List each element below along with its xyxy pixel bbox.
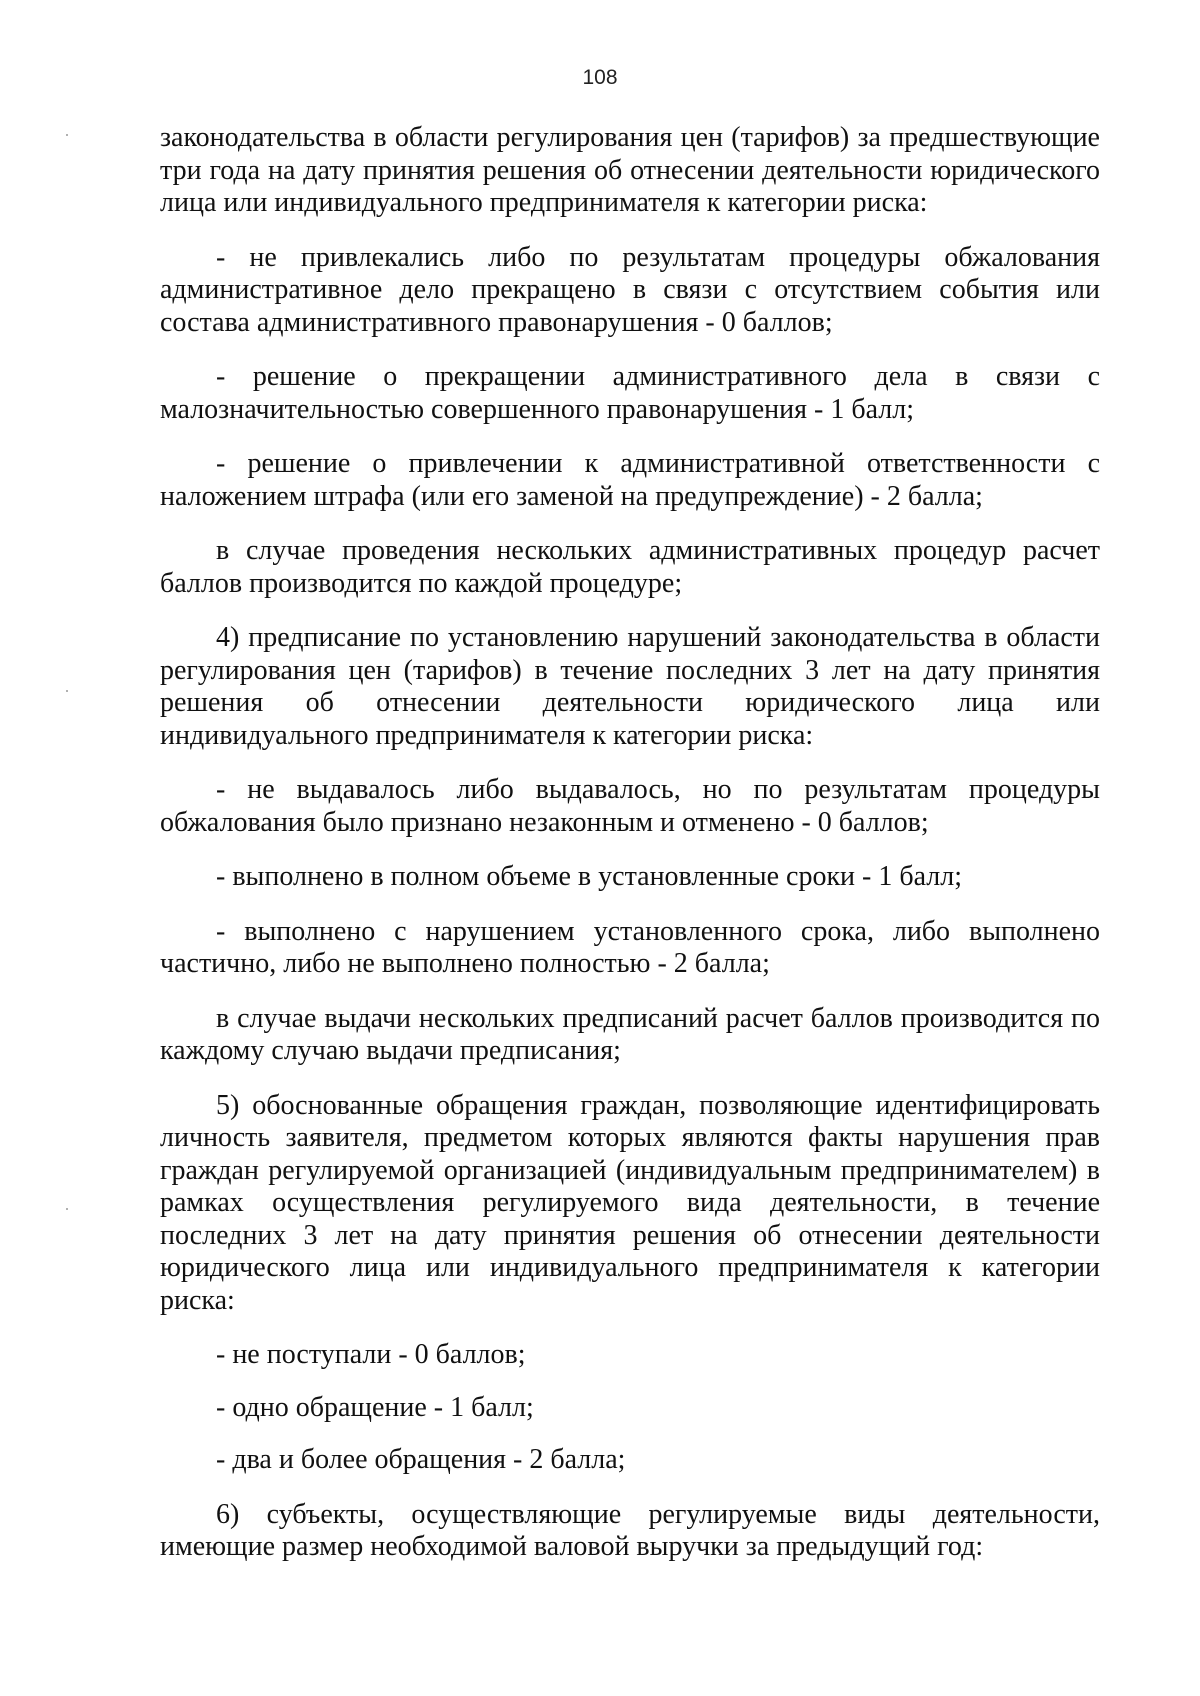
document-body xyxy=(160,122,1100,1586)
scan-speck xyxy=(66,134,68,136)
list-item-not-issued: - не выдавалось либо выдавалось, но по результатам процедуры обжалования было признано незаконным и отменено - 0 баллов; xyxy=(160,774,1100,838)
paragraph-item-5: 5) обоснованные обращения граждан, позволяющие идентифицировать личность заявителя, предметом которых являются факты нарушения прав граждан регулируемой организацией (индивидуальным предпринимателем) в рамках осуществления регулируемого вида деятельности, в течение последних 3 лет на дату принятия решения об отнесении деятельности юридического лица или индивидуального предпринимателя к категории риска: xyxy=(160,1089,1100,1316)
list-item-not-prosecuted: - не привлекались либо по результатам процедуры обжалования административное дело прекращено в связи с отсутствием события или состава административного правонарушения - 0 баллов; xyxy=(160,241,1100,338)
list-item-fully-executed: - выполнено в полном объеме в установленные сроки - 1 балл; xyxy=(216,861,963,892)
paragraph-multiple-procedures: в случае проведения нескольких административных процедур расчет баллов производится по каждой процедуре; xyxy=(160,535,1100,599)
list-item-two-or-more: - два и более обращения - 2 балла; xyxy=(216,1444,626,1475)
scan-speck xyxy=(66,690,68,692)
paragraph-item-6: 6) субъекты, осуществляющие регулируемые виды деятельности, имеющие размер необходимой валовой выручки за предыдущий год: xyxy=(160,1498,1100,1562)
paragraph-continuation: законодательства в области регулирования цен (тарифов) за предшествующие три года на дату принятия решения об отнесении деятельности юридического лица или индивидуального предпринимателя к категории риска: xyxy=(160,122,1100,218)
list-item-violated-deadline: - выполнено с нарушением установленного срока, либо выполнено частично, либо не выполнено полностью - 2 балла; xyxy=(160,915,1100,979)
list-item-none-received: - не поступали - 0 баллов; xyxy=(216,1339,526,1370)
paragraph-item-4: 4) предписание по установлению нарушений законодательства в области регулирования цен (тарифов) в течение последних 3 лет на дату принятия решения об отнесении деятельности юридического лица или индивидуального предпринимателя к категории риска: xyxy=(160,622,1100,751)
paragraph-multiple-prescriptions: в случае выдачи нескольких предписаний расчет баллов производится по каждому случаю выдачи предписания; xyxy=(160,1002,1100,1066)
scan-speck xyxy=(66,1208,68,1210)
page-number: 108 xyxy=(582,66,618,89)
list-item-one-appeal: - одно обращение - 1 балл; xyxy=(216,1391,534,1423)
list-item-case-terminated: - решение о прекращении административного дела в связи с малозначительностью совершенного правонарушения - 1 балл; xyxy=(160,361,1100,425)
list-item-fine-imposed: - решение о привлечении к административной ответственности с наложением штрафа (или его заменой на предупреждение) - 2 балла; xyxy=(160,448,1100,512)
